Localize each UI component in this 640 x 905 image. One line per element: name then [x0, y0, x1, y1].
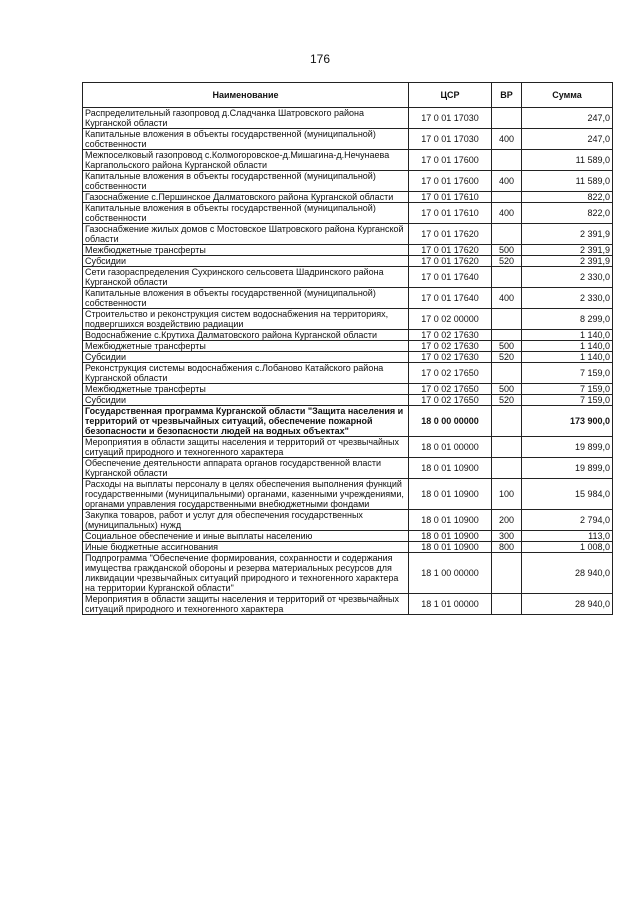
cell-name: Капитальные вложения в объекты государственной (муниципальной) собственности: [83, 203, 409, 224]
table-row: [83, 384, 613, 395]
table-row: [83, 553, 613, 594]
cell-sum: 2 330,0: [522, 267, 613, 288]
cell-name: Газоснабжение жилых домов с Мостовское Шатровского района Курганской области: [83, 224, 409, 245]
cell-vr: 800: [492, 542, 522, 553]
cell-sum: 2 391,9: [522, 256, 613, 267]
cell-name: Водоснабжение с.Крутиха Далматовского района Курганской области: [83, 330, 409, 341]
cell-vr: [492, 406, 522, 437]
table-body: [83, 108, 613, 615]
cell-csr: 17 0 01 17030: [409, 108, 492, 129]
cell-name: Государственная программа Курганской области "Защита населения и территорий от чрезвычайных ситуаций, обеспечение пожарной безопасности и безопасности людей на водных объектах": [83, 406, 409, 437]
cell-vr: [492, 267, 522, 288]
cell-vr: [492, 309, 522, 330]
cell-sum: 247,0: [522, 108, 613, 129]
cell-name: Подпрограмма "Обеспечение формирования, сохранности и содержания имущества гражданской обороны и резерва материальных ресурсов для ликвидации чрезвычайных ситуаций природного и техногенного характера на территории Курганской области": [83, 553, 409, 594]
cell-vr: [492, 553, 522, 594]
cell-name: Капитальные вложения в объекты государственной (муниципальной) собственности: [83, 129, 409, 150]
budget-table: [82, 82, 613, 615]
cell-sum: 2 391,9: [522, 224, 613, 245]
cell-vr: [492, 363, 522, 384]
cell-name: Капитальные вложения в объекты государственной (муниципальной) собственности: [83, 171, 409, 192]
cell-name: Сети газораспределения Сухринского сельсовета Шадринского района Курганской области: [83, 267, 409, 288]
cell-vr: 500: [492, 245, 522, 256]
cell-sum: 173 900,0: [522, 406, 613, 437]
cell-name: Межпоселковый газопровод с.Колмогоровское-д.Мишагина-д.Нечунаева Каргапольского района Курганской области: [83, 150, 409, 171]
cell-vr: 300: [492, 531, 522, 542]
cell-sum: 7 159,0: [522, 384, 613, 395]
cell-csr: 17 0 02 17650: [409, 363, 492, 384]
cell-name: Газоснабжение с.Першинское Далматовского района Курганской области: [83, 192, 409, 203]
cell-sum: 1 140,0: [522, 330, 613, 341]
cell-vr: [492, 108, 522, 129]
cell-name: Социальное обеспечение и иные выплаты населению: [83, 531, 409, 542]
cell-sum: 8 299,0: [522, 309, 613, 330]
cell-sum: 11 589,0: [522, 150, 613, 171]
table-row: [83, 341, 613, 352]
cell-csr: 18 0 01 10900: [409, 531, 492, 542]
cell-csr: 17 0 02 17650: [409, 384, 492, 395]
cell-sum: 1 140,0: [522, 352, 613, 363]
cell-sum: 11 589,0: [522, 171, 613, 192]
cell-csr: 18 0 01 10900: [409, 479, 492, 510]
table-row: [83, 510, 613, 531]
cell-name: Иные бюджетные ассигнования: [83, 542, 409, 553]
cell-csr: 18 1 01 00000: [409, 594, 492, 615]
cell-vr: [492, 458, 522, 479]
table-row: [83, 203, 613, 224]
table-row: [83, 171, 613, 192]
cell-sum: 7 159,0: [522, 363, 613, 384]
table-row: [83, 395, 613, 406]
cell-vr: [492, 594, 522, 615]
table-row: [83, 245, 613, 256]
cell-sum: 822,0: [522, 203, 613, 224]
cell-csr: 17 0 01 17640: [409, 288, 492, 309]
table-row: [83, 363, 613, 384]
cell-vr: 200: [492, 510, 522, 531]
cell-csr: 17 0 02 17630: [409, 352, 492, 363]
table-row: [83, 594, 613, 615]
cell-vr: 100: [492, 479, 522, 510]
cell-csr: 17 0 01 17030: [409, 129, 492, 150]
cell-sum: 113,0: [522, 531, 613, 542]
cell-csr: 18 0 01 00000: [409, 437, 492, 458]
table-header-row: [83, 83, 613, 108]
table-row: [83, 542, 613, 553]
table-row: [83, 330, 613, 341]
cell-csr: 17 0 01 17600: [409, 171, 492, 192]
cell-sum: 28 940,0: [522, 553, 613, 594]
cell-vr: 500: [492, 341, 522, 352]
cell-name: Межбюджетные трансферты: [83, 341, 409, 352]
cell-csr: 18 0 01 10900: [409, 458, 492, 479]
cell-vr: [492, 330, 522, 341]
cell-sum: 19 899,0: [522, 458, 613, 479]
cell-vr: [492, 150, 522, 171]
cell-vr: 520: [492, 256, 522, 267]
header-vr: ВР: [492, 83, 522, 108]
cell-sum: 2 330,0: [522, 288, 613, 309]
cell-sum: 2 391,9: [522, 245, 613, 256]
cell-vr: [492, 437, 522, 458]
cell-sum: 2 794,0: [522, 510, 613, 531]
table-row: [83, 256, 613, 267]
cell-csr: 17 0 01 17640: [409, 267, 492, 288]
table-row: [83, 479, 613, 510]
cell-csr: 17 0 01 17600: [409, 150, 492, 171]
page-number: 176: [309, 52, 331, 66]
cell-name: Межбюджетные трансферты: [83, 245, 409, 256]
cell-sum: 19 899,0: [522, 437, 613, 458]
cell-name: Расходы на выплаты персоналу в целях обеспечения выполнения функций государственными (муниципальными) органами, казенными учреждениями, органами управления государственными внебюджетными фондами: [83, 479, 409, 510]
cell-sum: 15 984,0: [522, 479, 613, 510]
cell-vr: 500: [492, 384, 522, 395]
cell-csr: 18 0 00 00000: [409, 406, 492, 437]
cell-vr: [492, 224, 522, 245]
table-row: [83, 352, 613, 363]
cell-csr: 18 0 01 10900: [409, 510, 492, 531]
cell-csr: 17 0 01 17620: [409, 224, 492, 245]
cell-name: Обеспечение деятельности аппарата органов государственной власти Курганской области: [83, 458, 409, 479]
cell-csr: 17 0 02 17630: [409, 330, 492, 341]
cell-name: Субсидии: [83, 395, 409, 406]
cell-sum: 28 940,0: [522, 594, 613, 615]
cell-name: Мероприятия в области защиты населения и территорий от чрезвычайных ситуаций природного и техногенного характера: [83, 594, 409, 615]
cell-csr: 17 0 01 17610: [409, 192, 492, 203]
table-row: [83, 267, 613, 288]
cell-sum: 247,0: [522, 129, 613, 150]
table-row: [83, 309, 613, 330]
cell-vr: 520: [492, 352, 522, 363]
cell-sum: 1 140,0: [522, 341, 613, 352]
table-row: [83, 288, 613, 309]
cell-sum: 7 159,0: [522, 395, 613, 406]
cell-csr: 18 0 01 10900: [409, 542, 492, 553]
cell-csr: 18 1 00 00000: [409, 553, 492, 594]
cell-csr: 17 0 01 17610: [409, 203, 492, 224]
cell-name: Капитальные вложения в объекты государственной (муниципальной) собственности: [83, 288, 409, 309]
cell-name: Реконструкция системы водоснабжения с.Лобаново Катайского района Курганской области: [83, 363, 409, 384]
cell-csr: 17 0 02 00000: [409, 309, 492, 330]
table-row: [83, 458, 613, 479]
cell-csr: 17 0 02 17630: [409, 341, 492, 352]
table-row: [83, 108, 613, 129]
table-row: [83, 531, 613, 542]
cell-vr: 400: [492, 129, 522, 150]
cell-name: Межбюджетные трансферты: [83, 384, 409, 395]
cell-vr: 400: [492, 288, 522, 309]
table-row: [83, 192, 613, 203]
cell-vr: 520: [492, 395, 522, 406]
table-row: [83, 129, 613, 150]
cell-name: Субсидии: [83, 352, 409, 363]
header-name: Наименование: [83, 83, 409, 108]
table-row: [83, 437, 613, 458]
table-row: [83, 224, 613, 245]
cell-vr: 400: [492, 171, 522, 192]
header-csr: ЦСР: [409, 83, 492, 108]
cell-name: Строительство и реконструкция систем водоснабжения на территориях, подвергшихся воздействию радиации: [83, 309, 409, 330]
cell-csr: 17 0 02 17650: [409, 395, 492, 406]
cell-sum: 1 008,0: [522, 542, 613, 553]
table-row: [83, 406, 613, 437]
cell-name: Субсидии: [83, 256, 409, 267]
cell-name: Мероприятия в области защиты населения и территорий от чрезвычайных ситуаций природного и техногенного характера: [83, 437, 409, 458]
cell-csr: 17 0 01 17620: [409, 256, 492, 267]
table-row: [83, 150, 613, 171]
cell-sum: 822,0: [522, 192, 613, 203]
cell-name: Закупка товаров, работ и услуг для обеспечения государственных (муниципальных) нужд: [83, 510, 409, 531]
header-sum: Сумма: [522, 83, 613, 108]
cell-vr: 400: [492, 203, 522, 224]
cell-name: Распределительный газопровод д.Сладчанка Шатровского района Курганской области: [83, 108, 409, 129]
cell-csr: 17 0 01 17620: [409, 245, 492, 256]
cell-vr: [492, 192, 522, 203]
